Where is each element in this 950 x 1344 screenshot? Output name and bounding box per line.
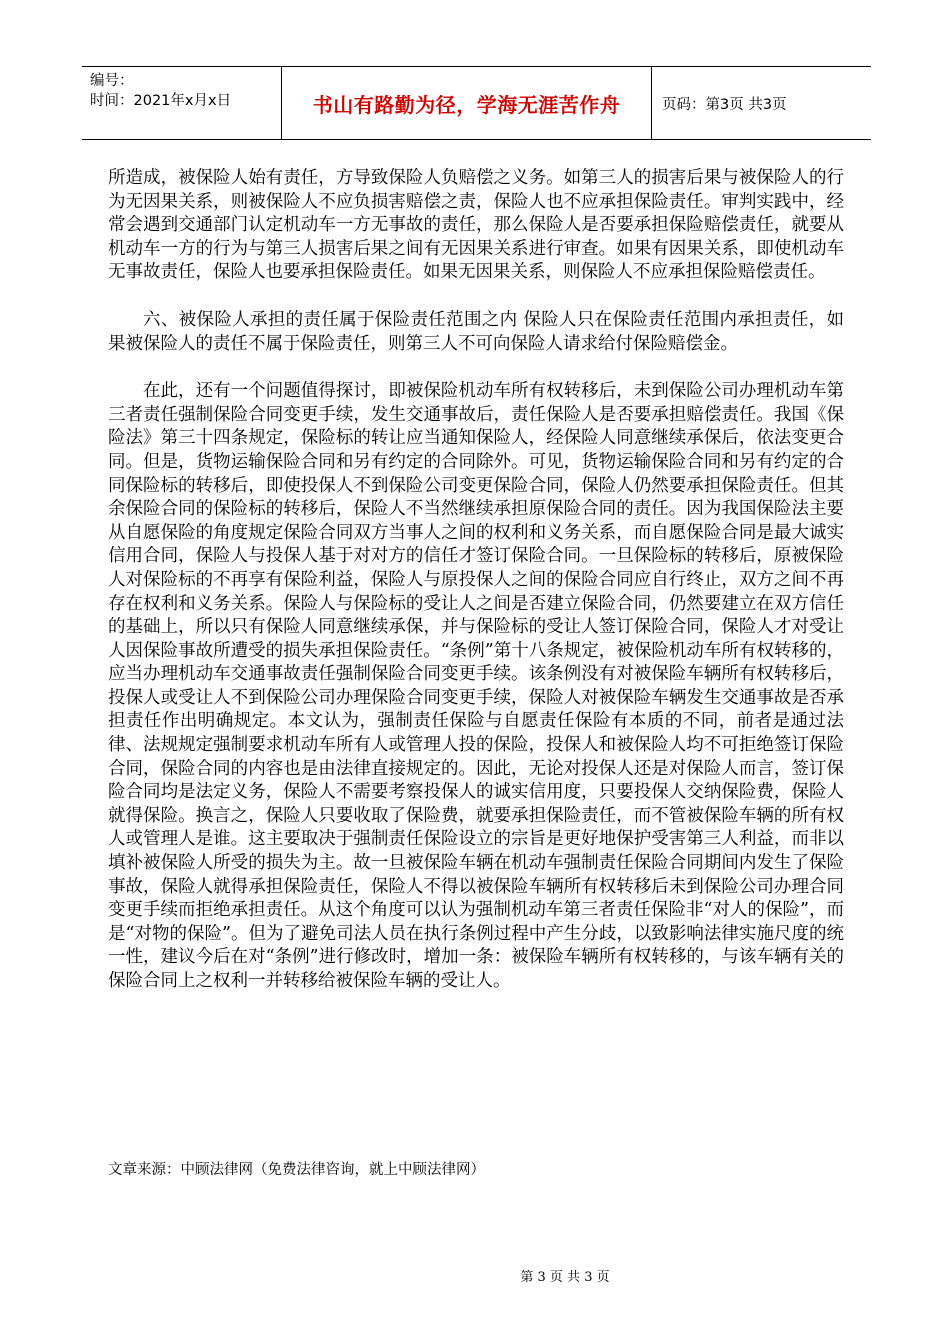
paragraph-1: 所造成，被保险人始有责任，方导致保险人负赔偿之义务。如第三人的损害后果与被保险人的行为无因果关系，则被保险人不应负损害赔偿之责，保险人也不应承担保险责任。审判实践中，经常会遇到交通部门认定机动车一方无事故的责任，那么保险人是否要承担保险赔偿责任，就要从机动车一方的行为与第三人损害后果之间有无因果关系进行审查。如果有因果关系，即使机动车无事故责任，保险人也要承担保险责任。如果无因果关系，则保险人不应承担保险赔偿责任。 (108, 168, 844, 283)
header-page-info: 页码：第3页 共3页 (662, 96, 787, 113)
page-footer: 第 3 页 共 3 页 (520, 1270, 610, 1285)
header-meta (82, 67, 282, 139)
page-header (82, 66, 871, 140)
paragraph-2: 六、被保险人承担的责任属于保险责任范围之内 保险人只在保险责任范围内承担责任，如果被保险人的责任不属于保险责任，则第三人不可向保险人请求给付保险赔偿金。 (108, 309, 844, 354)
document-number: 编号： (90, 73, 134, 89)
paragraph-3: 在此，还有一个问题值得探讨，即被保险机动车所有权转移后，未到保险公司办理机动车第三者责任强制保险合同变更手续，发生交通事故后，责任保险人是否要承担赔偿责任。我国《保险法》第三十四条规定，保险标的转让应当通知保险人，经保险人同意继续承保后，依法变更合同。但是，货物运输保险合同和另有约定的合同除外。可见，货物运输保险合同和另有约定的合同保险标的转移后，即使投保人不到保险公司变更保险合同，保险人仍然要承担保险责任。但其余保险合同的保险标的转移后，保险人不当然继续承担原保险合同的责任。因为我国保险法主要从自愿保险的角度规定保险合同双方当事人之间的权利和义务关系，而自愿保险合同是最大诚实信用合同，保险人与投保人基于对对方的信任才签订保险合同。一旦保险标的转移后，原被保险人对保险标的不再享有保险利益，保险人与原投保人之间的保险合同应自行终止，双方之间不再存在权利和义务关系。保险人与保险标的受让人之间是否建立保险合同，仍然要建立在双方信任的基础上，所以只有保险人同意继续承保，并与保险标的受让人签订保险合同，保险人才对受让人因保险事故所遭受的损失承担保险责任。“条例”第十八条规定，被保险机动车所有权转移的，应当办理机动车交通事故责任强制保险合同变更手续。该条例没有对被保险车辆所有权转移后，投保人或受让人不到保险公司办理保险合同变更手续，保险人对被保险车辆发生交通事故是否承担责任作出明确规定。本文认为，强制责任保险与自愿责任保险有本质的不同，前者是通过法律、法规规定强制要求机动车所有人或管理人投的保险，投保人和被保险人均不可拒绝签订保险合同，保险合同的内容也是由法律直接规定的。因此，无论对投保人还是对保险人而言，签订保险合同均是法定义务，保险人不需要考察投保人的诚实信用度，只要投保人交纳保险费，保险人就得保险。换言之，保险人只要收取了保险费，就要承担保险责任，而不管被保险车辆的所有权人或管理人是谁。这主要取决于强制责任保险设立的宗旨是更好地保护受害第三人利益，而非以填补被保险人所受的损失为主。故一旦被保险车辆在机动车强制责任保险合同期间内发生了保险事故，保险人就得承担保险责任，保险人不得以被保险车辆所有权转移后未到保险公司办理合同变更手续而拒绝承担责任。从这个角度可以认为强制机动车第三者责任保险非“对人的保险”，而是“对物的保险”。但为了避免司法人员在执行条例过程中产生分歧，以致影响法律实施尺度的统一性，建议今后在对“条例”进行修改时，增加一条：被保险车辆所有权转移的，与该车辆有关的保险合同上之权利一并转移给被保险车辆的受让人。 (108, 381, 844, 991)
article-source: 文章来源：中顾法律网（免费法律咨询，就上中顾法律网） (108, 1162, 485, 1178)
document-body (108, 167, 844, 994)
header-motto: 书山有路勤为径，学海无涯苦作舟 (282, 67, 652, 139)
document-date: 时间：2021年x月x日 (90, 93, 232, 109)
